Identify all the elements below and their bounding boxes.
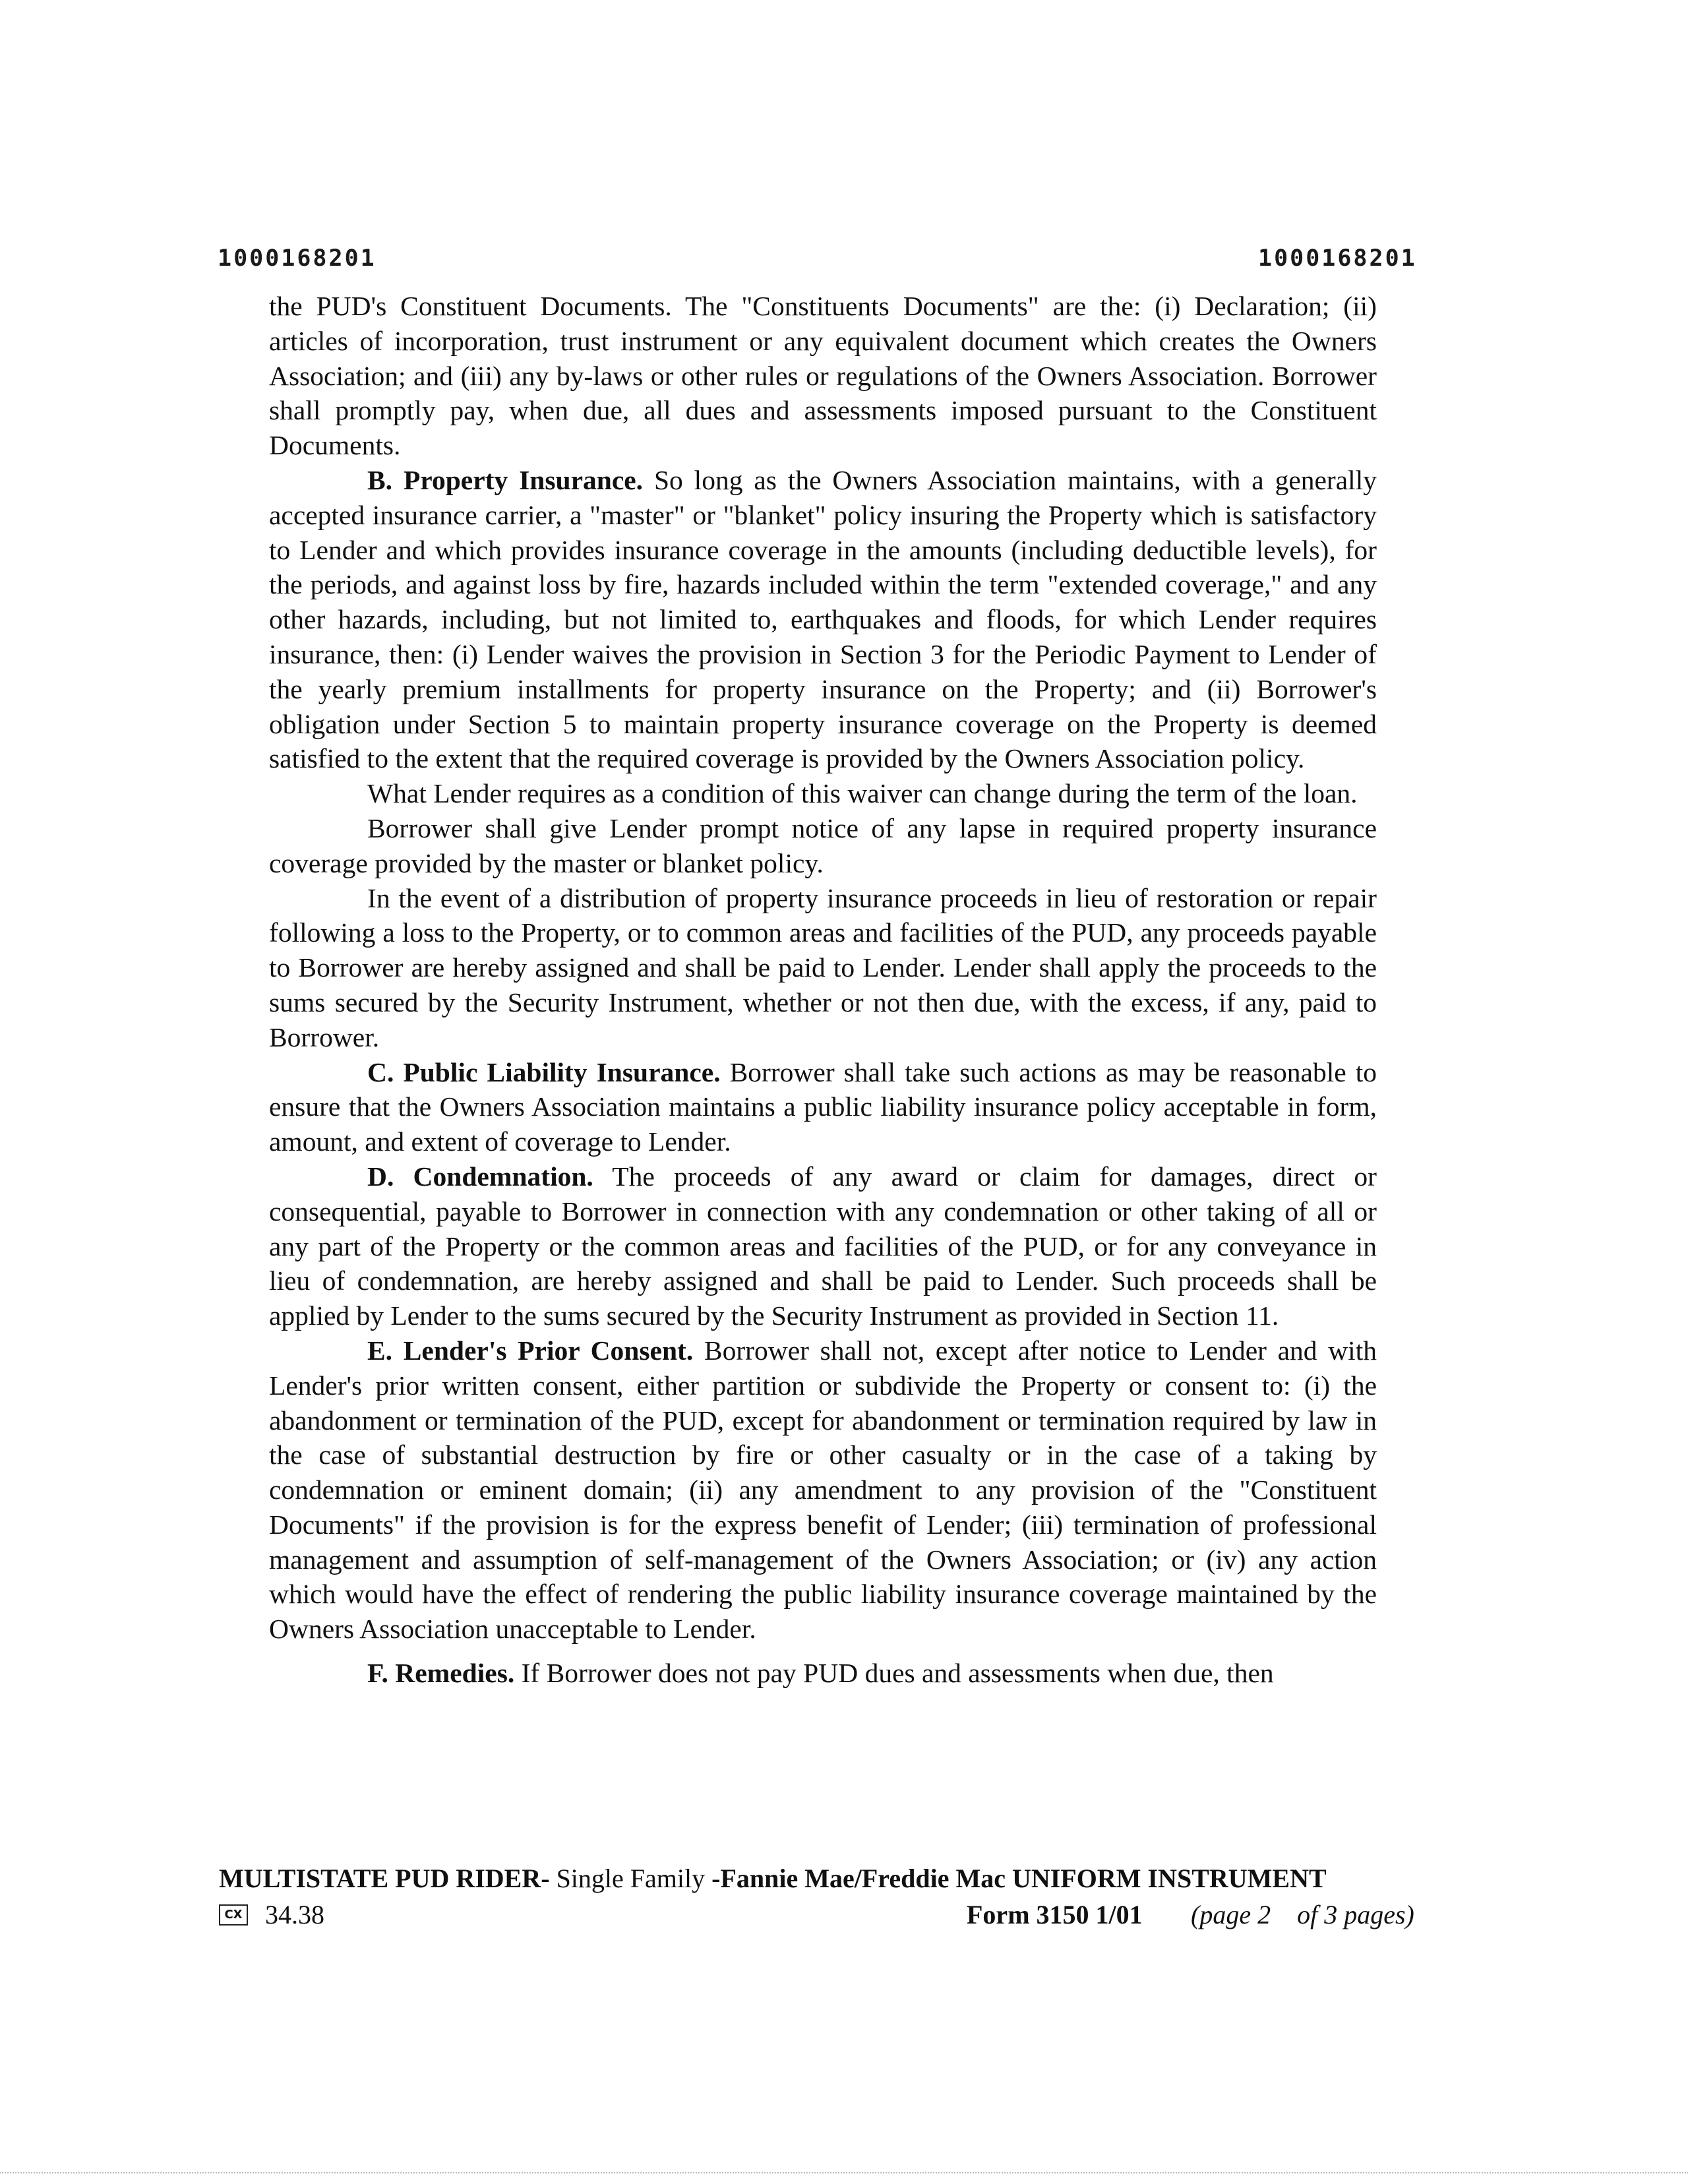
section-b-text: So long as the Owners Association maintains, with a generally accepted insurance carrier, a "master" or "blanket" policy insuring the Property which is satisfactory to Lender and which provides insurance coverage in the amounts (including deductible levels), for the periods, and against loss by fire, hazards included within the term "extended coverage," and any other hazards, including, but not limited to, earthquakes and floods, for which Lender requires insurance, then: (i) Lender waives the provision in Section 3 for the Periodic Payment to Lender of the yearly premium installments for property insurance on the Property; and (ii) Borrower's obligation under Section 5 to maintain property insurance coverage on the Property is deemed satisfied to the extent that the required coverage is provided by the Owners Association policy.: [269, 464, 1377, 774]
cx-badge-icon: CX: [219, 1904, 248, 1926]
section-d-condemnation: [269, 1159, 1377, 1333]
paragraph-waiver: What Lender requires as a condition of this waiver can change during the term of the loan.: [367, 778, 1358, 809]
section-f-heading: F. Remedies.: [367, 1658, 515, 1689]
footer-title-regular: Single Family: [549, 1864, 712, 1893]
section-b-property-insurance: [269, 463, 1377, 776]
scan-edge-line: [0, 2172, 1688, 2173]
paragraph-constituent-documents: the PUD's Constituent Documents. The "Constituents Documents" are the: (i) Declaration; (ii) articles of incorporation, trust instrument or any equivalent document which creates the Owners Association; and (iii) any by-laws or other rules or regulations of the Owners Association. Borrower shall promptly pay, when due, all dues and assessments imposed pursuant to the Constituent Documents.: [269, 291, 1377, 461]
paragraph-distribution: In the event of a distribution of property insurance proceeds in lieu of restoration or repair following a loss to the Property, or to common areas and facilities of the PUD, any proceeds payable to Borrower are hereby assigned and shall be paid to Lender. Lender shall apply the proceeds to the sums secured by the Security Instrument, whether or not then due, with the excess, if any, paid to Borrower.: [269, 882, 1377, 1052]
section-b-heading: B. Property Insurance.: [367, 464, 644, 495]
section-e-prior-consent: [269, 1333, 1377, 1647]
document-body: [269, 289, 1377, 1691]
loan-number-left: 1000168201: [218, 245, 377, 272]
section-e-text: Borrower shall not, except after notice to Lender and with Lender's prior written consent, either partition or subdivide the Property or consent to: (i) the abandonment or termination of the PUD, except for abandonment or termination required by law in the case of substantial destruction by fire or other casualty or in the case of a taking by condemnation or eminent domain; (ii) any amendment to any provision of the "Constituent Documents" if the provision is for the express benefit of Lender; (iii) termination of professional management and assumption of self-management of the Owners Association; or (iv) any action which would have the effect of rendering the public liability insurance coverage maintained by the Owners Association unacceptable to Lender.: [269, 1335, 1377, 1645]
section-e-heading: E. Lender's Prior Consent.: [367, 1335, 694, 1366]
section-d-heading: D. Condemnation.: [367, 1161, 593, 1192]
footer-title-bold: MULTISTATE PUD RIDER-: [219, 1864, 550, 1893]
section-c-public-liability: [269, 1055, 1377, 1159]
footer-title: [219, 1863, 1379, 1894]
section-d-text: The proceeds of any award or claim for damages, direct or consequential, payable to Borrower in connection with any condemnation or other taking of all or any part of the Property or the common areas and facilities of the PUD, or for any conveyance in lieu of condemnation, are hereby assigned and shall be paid to Lender. Such proceeds shall be applied by Lender to the sums secured by the Security Instrument as provided in Section 11.: [269, 1161, 1377, 1331]
section-f-remedies: [269, 1656, 1377, 1691]
section-f-text: If Borrower does not pay PUD dues and assessments when due, then: [514, 1658, 1274, 1689]
page-indicator: (page 2 of 3 pages): [1191, 1900, 1414, 1929]
section-c-text: Borrower shall take such actions as may be reasonable to ensure that the Owners Association maintains a public liability insurance policy acceptable in form, amount, and extent of coverage to Lender.: [269, 1056, 1377, 1157]
paragraph-lapse-notice: Borrower shall give Lender prompt notice of any lapse in required property insurance coverage provided by the master or blanket policy.: [269, 812, 1377, 878]
footer-title-bold2: -Fannie Mae/Freddie Mac UNIFORM INSTRUMENT: [711, 1864, 1327, 1893]
form-number: Form 3150 1/01: [967, 1900, 1143, 1929]
section-c-heading: C. Public Liability Insurance.: [367, 1056, 721, 1087]
form-code: 34.38: [265, 1900, 324, 1929]
loan-number-right: 1000168201: [1258, 245, 1417, 272]
footer-form-line: [219, 1899, 1426, 1932]
